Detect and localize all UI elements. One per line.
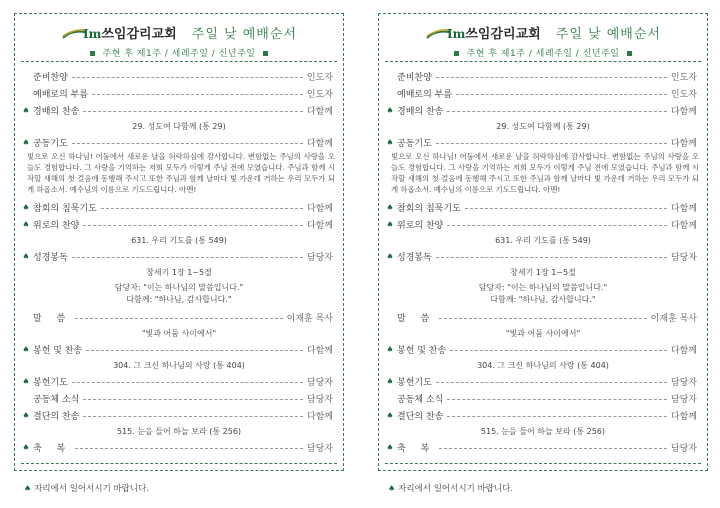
hymn-or-scripture: 29. 성도여 다함께 (통 29) (496, 122, 590, 131)
square-icon (90, 51, 95, 56)
service-item-leader: 다함께 (306, 346, 333, 356)
dotted-leader (447, 111, 667, 112)
dotted-leader (72, 382, 303, 383)
divider (21, 61, 337, 62)
logo-prefix: Im (447, 27, 466, 41)
dotted-leader (92, 94, 303, 95)
service-item-leader: 다함께 (670, 139, 697, 149)
service-item-leader: 담당자 (670, 444, 697, 454)
service-item (15, 248, 343, 265)
footnote (24, 482, 149, 494)
service-item-label: 결단의 찬송 (33, 412, 80, 422)
service-item (15, 373, 343, 390)
church-name: 쓰임감리교회 (465, 27, 541, 42)
service-item (379, 341, 707, 358)
dotted-leader (450, 350, 667, 351)
dotted-leader (72, 77, 303, 78)
dotted-leader (72, 257, 303, 258)
spade-icon: ♠ (22, 220, 30, 229)
divider (21, 463, 337, 464)
service-item (379, 390, 707, 407)
spade-icon: ♠ (386, 220, 394, 229)
prayer-text: 빛으로 오신 하나님! 어둠에서 새로운 날을 허락하심에 감사합니다. 변함없는 주님의 사랑을 오늘도 경험합니다. 그 사랑을 기억하는 저희 모두가 이렇게 주님 전에 모였습니다. 주님과 함께 시작할 새해의 첫 걸음에 동행해 주시고 또한 주님과 함께 날마다 빛 가운데 거하는 우리 모두가 되게 하옵소서. 예수님의 이름으로 기도드립니다. 아멘! (391, 152, 699, 194)
square-icon (627, 51, 632, 56)
service-item-label: 공동체 소식 (33, 395, 80, 405)
service-item (379, 134, 707, 151)
service-item-label: 성경봉독 (397, 253, 432, 263)
spade-icon: ♠ (388, 484, 396, 493)
response-line: 담당자: "이는 하나님의 말씀입니다." (114, 283, 244, 292)
service-item-label: 말 씀 (33, 314, 72, 324)
service-item-leader: 다함께 (670, 221, 697, 231)
footnote-text: 자리에서 일어서시기 바랍니다. (34, 484, 150, 494)
service-item-leader: 다함께 (306, 107, 333, 117)
service-item (15, 407, 343, 424)
service-item (15, 134, 343, 151)
service-item (379, 309, 707, 326)
service-item-leader: 인도자 (670, 73, 697, 83)
service-item-label: 공동체 소식 (397, 395, 444, 405)
divider (385, 463, 701, 464)
service-item (379, 102, 707, 119)
service-item-label: 봉헌기도 (33, 378, 68, 388)
call-and-response (379, 280, 707, 309)
service-item (379, 85, 707, 102)
service-item-leader: 담당자 (306, 378, 333, 388)
service-item-leader: 담당자 (306, 395, 333, 405)
church-name: 쓰임감리교회 (101, 27, 177, 42)
spade-icon: ♠ (386, 411, 394, 420)
spade-icon: ♠ (22, 377, 30, 386)
service-item (379, 407, 707, 424)
service-item (379, 248, 707, 265)
service-item-leader: 담당자 (670, 378, 697, 388)
hymn-or-scripture: 304. 그 크신 하나님의 사랑 (통 404) (113, 361, 245, 370)
service-item-leader: 인도자 (670, 90, 697, 100)
bulletin-header (379, 22, 707, 42)
service-item-leader: 다함께 (670, 204, 697, 214)
dotted-leader (101, 208, 303, 209)
spade-icon: ♠ (22, 106, 30, 115)
square-icon (263, 51, 268, 56)
service-item-leader: 인도자 (306, 73, 333, 83)
service-item (15, 85, 343, 102)
spade-icon: ♠ (386, 443, 394, 452)
dotted-leader (83, 111, 303, 112)
service-item-leader: 다함께 (306, 221, 333, 231)
spade-icon: ♠ (22, 443, 30, 452)
hymn-or-scripture: 창세기 1장 1~5절 (510, 268, 576, 277)
prayer-text: 빛으로 오신 하나님! 어둠에서 새로운 날을 허락하심에 감사합니다. 변함없는 주님의 사랑을 오늘도 경험합니다. 그 사랑을 기억하는 저희 모두가 이렇게 주님 전에 모였습니다. 주님과 함께 시작할 새해의 첫 걸음에 동행해 주시고 또한 주님과 함께 날마다 빛 가운데 거하는 우리 모두가 되게 하옵소서. 예수님의 이름으로 기도드립니다. 아멘! (27, 152, 335, 194)
service-item-label: 위로의 찬양 (33, 221, 80, 231)
service-item-label: 위로의 찬양 (397, 221, 444, 231)
dotted-leader (75, 318, 282, 319)
dotted-leader (436, 257, 667, 258)
dotted-leader (75, 448, 303, 449)
service-item-leader: 담당자 (306, 444, 333, 454)
spade-icon: ♠ (24, 484, 32, 493)
dotted-leader (439, 318, 646, 319)
service-item-label: 경배의 찬송 (33, 107, 80, 117)
subtitle-text: 주현 후 제1주 / 세례주일 / 신년주일 (466, 49, 620, 59)
service-item-leader: 다함께 (670, 107, 697, 117)
service-item-leader: 다함께 (306, 412, 333, 422)
footnote-text: 자리에서 일어서시기 바랍니다. (398, 484, 514, 494)
dotted-leader (447, 416, 667, 417)
service-item-label: 결단의 찬송 (397, 412, 444, 422)
service-item-leader: 이재훈 목사 (286, 314, 333, 324)
service-item (379, 439, 707, 456)
spade-icon: ♠ (386, 203, 394, 212)
service-item-label: 예배로의 부름 (33, 90, 89, 100)
service-item (379, 199, 707, 216)
service-item-leader: 인도자 (306, 90, 333, 100)
hymn-or-scripture: 창세기 1장 1~5절 (146, 268, 212, 277)
service-item-label: 공동기도 (33, 139, 68, 149)
hymn-or-scripture: "빛과 어둠 사이에서" (141, 329, 217, 338)
service-item-leader: 다함께 (670, 412, 697, 422)
service-item-leader: 담당자 (670, 395, 697, 405)
spade-icon: ♠ (386, 345, 394, 354)
service-item (379, 216, 707, 233)
order-of-service (379, 68, 707, 456)
service-item (15, 439, 343, 456)
spade-icon: ♠ (386, 252, 394, 261)
service-item (15, 341, 343, 358)
service-item-label: 예배로의 부름 (397, 90, 453, 100)
bulletin-right (378, 13, 708, 471)
logo-prefix: Im (83, 27, 102, 41)
service-item-label: 경배의 찬송 (397, 107, 444, 117)
service-item-leader: 다함께 (306, 204, 333, 214)
dotted-leader (72, 143, 303, 144)
service-item-label: 준비찬양 (33, 73, 68, 83)
service-item-label: 성경봉독 (33, 253, 68, 263)
hymn-or-scripture: 304. 그 크신 하나님의 사랑 (통 404) (477, 361, 609, 370)
service-title: 주일 낮 예배순서 (191, 27, 297, 42)
response-line: 다함께: "하나님, 감사합니다." (126, 295, 232, 304)
response-line: 담당자: "이는 하나님의 말씀입니다." (478, 283, 608, 292)
spade-icon: ♠ (22, 203, 30, 212)
service-item-label: 말 씀 (397, 314, 436, 324)
service-item-label: 참회의 침묵기도 (397, 204, 461, 214)
dotted-leader (436, 143, 667, 144)
service-subtitle (379, 46, 707, 59)
service-item-label: 봉헌 및 찬송 (33, 346, 83, 356)
subtitle-text: 주현 후 제1주 / 세례주일 / 신년주일 (102, 49, 256, 59)
service-item (15, 390, 343, 407)
service-item (15, 102, 343, 119)
dotted-leader (83, 416, 303, 417)
divider (385, 61, 701, 62)
response-line: 다함께: "하나님, 감사합니다." (490, 295, 596, 304)
spade-icon: ♠ (22, 411, 30, 420)
dotted-leader (83, 225, 303, 226)
service-item-label: 봉헌 및 찬송 (397, 346, 447, 356)
hymn-or-scripture: 515. 눈을 들어 하늘 보라 (통 256) (480, 427, 606, 436)
service-item-leader: 이재훈 목사 (650, 314, 697, 324)
dotted-leader (447, 399, 667, 400)
service-item-leader: 담당자 (306, 253, 333, 263)
dotted-leader (465, 208, 667, 209)
spade-icon: ♠ (22, 138, 30, 147)
hymn-or-scripture: 515. 눈을 들어 하늘 보라 (통 256) (116, 427, 242, 436)
service-item (15, 199, 343, 216)
service-item-label: 참회의 침묵기도 (33, 204, 97, 214)
service-item-label: 축 복 (33, 444, 72, 454)
hymn-or-scripture: 631. 우리 기도를 (통 549) (495, 236, 591, 245)
service-item-label: 공동기도 (397, 139, 432, 149)
spade-icon: ♠ (22, 252, 30, 261)
hymn-or-scripture: 29. 성도여 다함께 (통 29) (132, 122, 226, 131)
service-item-leader: 다함께 (670, 346, 697, 356)
service-item (15, 68, 343, 85)
dotted-leader (86, 350, 303, 351)
order-of-service (15, 68, 343, 456)
dotted-leader (83, 399, 303, 400)
hymn-or-scripture: 631. 우리 기도를 (통 549) (131, 236, 227, 245)
service-item (379, 373, 707, 390)
dotted-leader (436, 77, 667, 78)
bulletin-header (15, 22, 343, 42)
bulletin-left (14, 13, 344, 471)
spade-icon: ♠ (386, 138, 394, 147)
spade-icon: ♠ (386, 377, 394, 386)
service-title: 주일 낮 예배순서 (555, 27, 661, 42)
hymn-or-scripture: "빛과 어둠 사이에서" (505, 329, 581, 338)
square-icon (454, 51, 459, 56)
dotted-leader (436, 382, 667, 383)
spade-icon: ♠ (22, 345, 30, 354)
dotted-leader (439, 448, 667, 449)
service-item-label: 준비찬양 (397, 73, 432, 83)
church-logo (425, 23, 541, 42)
dotted-leader (456, 94, 667, 95)
service-item (379, 68, 707, 85)
footnote (388, 482, 513, 494)
church-logo (61, 23, 177, 42)
service-item-leader: 다함께 (306, 139, 333, 149)
service-item-label: 봉헌기도 (397, 378, 432, 388)
spade-icon: ♠ (386, 106, 394, 115)
call-and-response (15, 280, 343, 309)
service-item (15, 309, 343, 326)
service-item (15, 216, 343, 233)
service-item-label: 축 복 (397, 444, 436, 454)
service-subtitle (15, 46, 343, 59)
dotted-leader (447, 225, 667, 226)
service-item-leader: 담당자 (670, 253, 697, 263)
